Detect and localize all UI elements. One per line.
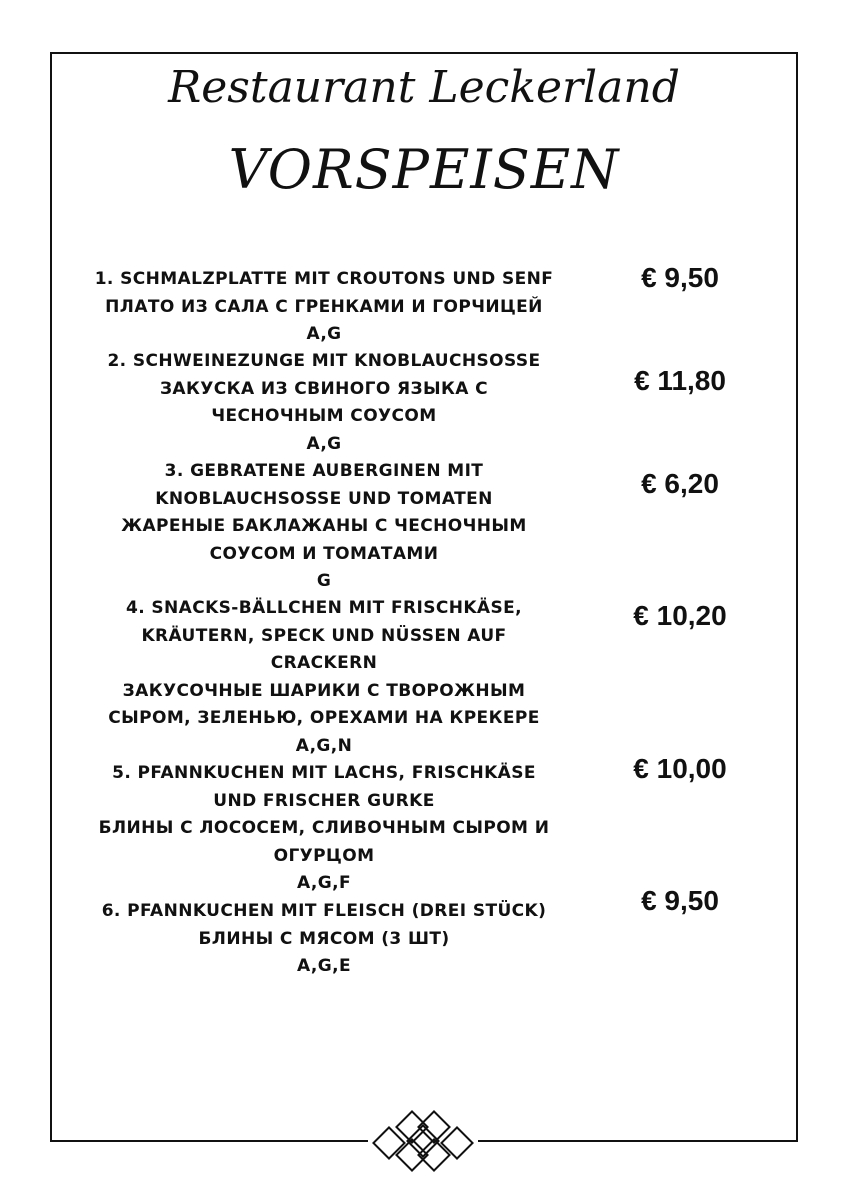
menu-item [78, 760, 570, 898]
item-name-de: 2. SCHWEINEZUNGE MIT KNOBLAUCHSOSSE [107, 351, 541, 371]
menu-item [78, 266, 570, 349]
item-name-de: UND FRISCHER GURKE [213, 790, 435, 811]
item-allergens: A,G [306, 324, 342, 344]
frame-bottom-border-left [50, 1140, 368, 1142]
menu-item [78, 458, 570, 596]
item-name-de: KRÄUTERN, SPECK UND NÜSSEN AUF [141, 625, 507, 646]
menu-item [78, 348, 570, 458]
item-name-ru: ПЛАТО ИЗ САЛА С ГРЕНКАМИ И ГОРЧИЦЕЙ [105, 296, 543, 317]
item-name-ru: ОГУРЦОМ [273, 845, 375, 866]
frame-left-border [50, 52, 52, 1142]
item-name-de: 6. PFANNKUCHEN MIT FLEISCH (DREI STÜCK) [101, 901, 547, 921]
restaurant-name: Restaurant Leckerland [168, 62, 680, 113]
item-name-de: 4. SNACKS-BÄLLCHEN MIT FRISCHKÄSE, [125, 598, 522, 618]
item-name-ru: БЛИНЫ С ЛОСОСЕМ, СЛИВОЧНЫМ СЫРОМ И [98, 818, 550, 838]
item-name-de: 1. SCHMALZPLATTE MIT CROUTONS UND SENF [94, 269, 554, 289]
item-name-de: CRACKERN [270, 653, 378, 673]
item-name-ru: БЛИНЫ С МЯСОМ (3 ШТ) [198, 928, 450, 949]
item-name-de: 5. PFANNKUCHEN MIT LACHS, FRISCHKÄSE [112, 763, 536, 783]
item-name-ru: СЫРОМ, ЗЕЛЕНЬЮ, ОРЕХАМИ НА КРЕКЕРЕ [108, 708, 540, 728]
frame-bottom-border-right [478, 1140, 798, 1142]
section-title: VORSPEISEN [228, 138, 620, 201]
frame-top-border [50, 52, 798, 54]
item-price: € 10,00 [633, 753, 727, 784]
item-name-ru: ЗАКУСОЧНЫЕ ШАРИКИ С ТВОРОЖНЫМ [122, 680, 526, 701]
item-allergens: A,G,F [297, 873, 351, 893]
menu-item [78, 595, 570, 760]
item-allergens: A,G,E [297, 956, 351, 976]
item-price: € 10,20 [633, 600, 727, 631]
item-name-ru: СОУСОМ И ТОМАТАМИ [209, 543, 439, 564]
item-name-ru: ЧЕСНОЧНЫМ СОУСОМ [211, 406, 437, 426]
item-name-de: 3. GEBRATENE AUBERGINEN MIT [164, 461, 484, 481]
diamond-ornament-icon [368, 1108, 478, 1172]
item-price: € 9,50 [641, 262, 719, 293]
item-name-de: KNOBLAUCHSOSSE UND TOMATEN [155, 488, 493, 509]
item-price: € 11,80 [634, 365, 726, 396]
item-allergens: G [316, 571, 332, 591]
item-allergens: A,G [306, 433, 342, 454]
item-price: € 9,50 [641, 885, 719, 916]
item-name-ru: ЖАРЕНЫЕ БАКЛАЖАНЫ С ЧЕСНОЧНЫМ [121, 516, 527, 536]
item-name-ru: ЗАКУСКА ИЗ СВИНОГО ЯЗЫКА С [159, 378, 489, 399]
item-price: € 6,20 [641, 468, 719, 499]
item-allergens: A,G,N [295, 735, 353, 756]
frame-right-border [796, 52, 798, 1142]
menu-item [78, 898, 570, 981]
